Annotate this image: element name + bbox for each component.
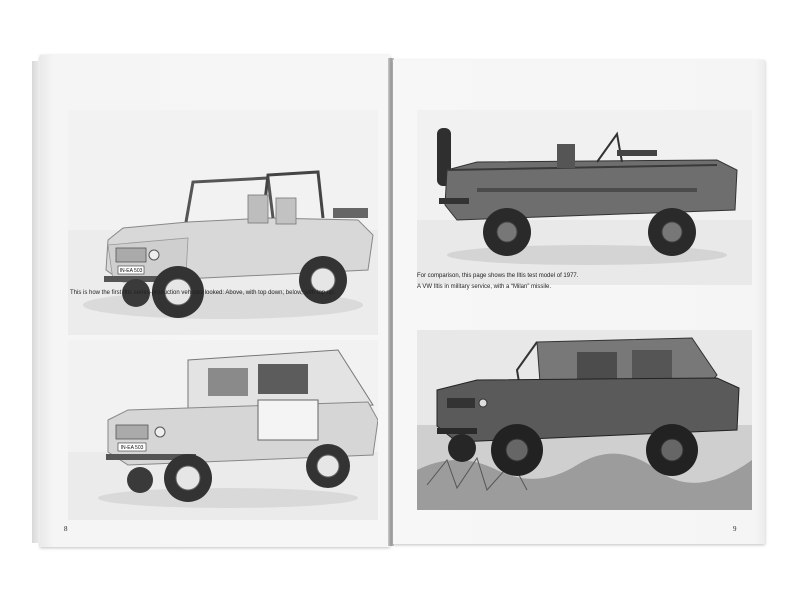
plate-text-2: IN-EA 503 [120, 445, 144, 451]
iltis-military-photo [417, 330, 752, 510]
left-page-number: 8 [64, 525, 68, 533]
right-page [393, 60, 765, 544]
right-page-number: 9 [733, 525, 737, 533]
left-caption: This is how the first Iltis series-production vehicles looked: Above, with top down; below, with top up. [70, 290, 336, 296]
right-caption-1: For comparison, this page shows the Iltis test model of 1977. [417, 273, 579, 279]
iltis-test-model-photo [417, 110, 752, 285]
iltis-top-up-photo [68, 340, 378, 520]
right-caption-2: A VW Iltis in military service, with a “Milan” missile. [417, 284, 552, 290]
left-page [40, 55, 390, 547]
iltis-top-down-photo [68, 110, 378, 335]
plate-text: IN-EA 503 [119, 268, 143, 274]
